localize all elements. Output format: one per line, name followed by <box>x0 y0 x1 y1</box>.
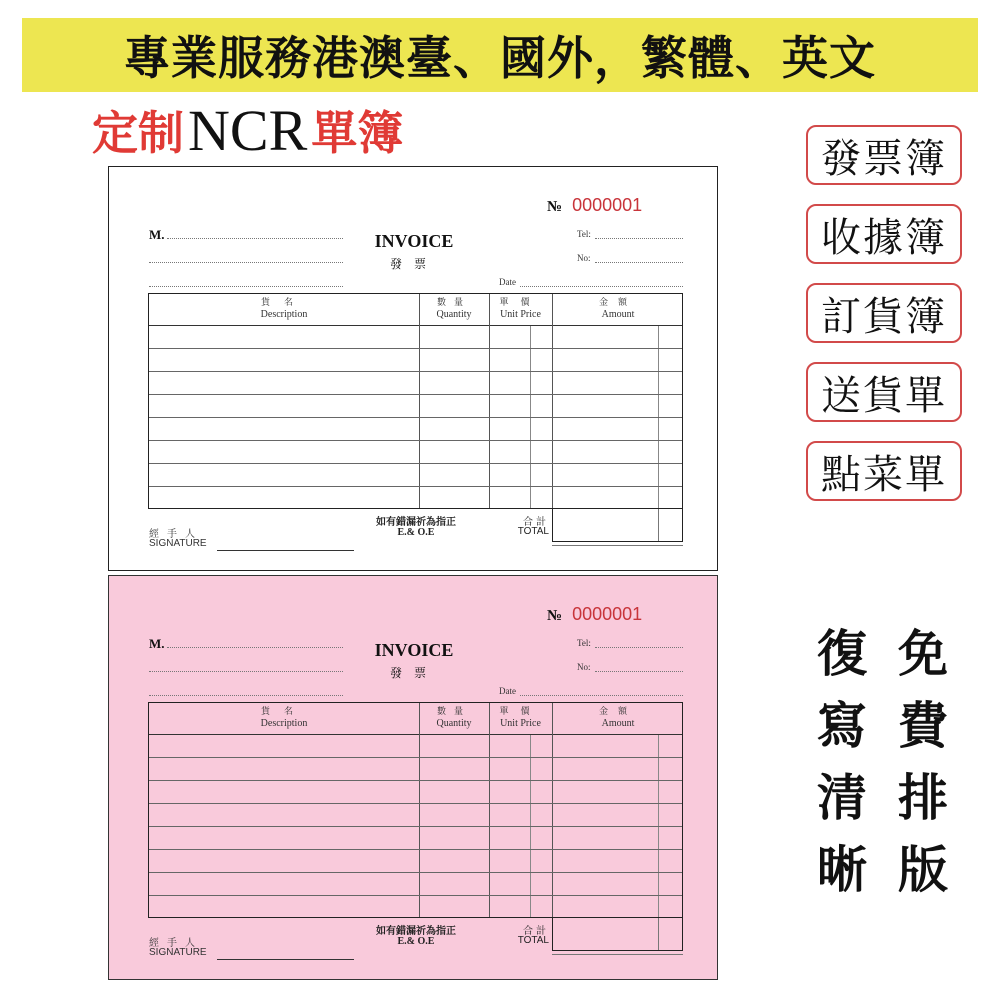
slogan-char: 晰 <box>817 840 867 899</box>
invoice-number-value: 0000001 <box>572 195 643 215</box>
total-underline <box>552 545 683 546</box>
errors-omissions-en: E.& O.E <box>397 527 435 538</box>
table-row <box>149 487 682 510</box>
invoice-title-zh: 發票 <box>389 666 438 680</box>
table-row <box>149 372 682 395</box>
table-row <box>149 418 682 441</box>
errors-omissions-zh: 如有錯漏祈為指正 <box>376 926 456 937</box>
table-row <box>149 349 682 372</box>
invoice-form-pink <box>108 575 718 980</box>
col-amount: 金額 Amount <box>598 298 637 320</box>
number-sign: № <box>547 199 563 215</box>
table-row <box>149 873 682 896</box>
phone-no-label: No: <box>577 662 591 672</box>
items-table <box>148 293 683 509</box>
table-row <box>149 758 682 781</box>
invoice-title: INVOICE <box>374 231 454 251</box>
slogan-char: 版 <box>898 840 948 899</box>
table-row <box>149 804 682 827</box>
total-label-en: TOTAL <box>517 935 549 946</box>
table-row <box>149 395 682 418</box>
signature-line <box>217 959 354 960</box>
customer-line-3 <box>149 286 343 287</box>
customer-line-2 <box>149 262 343 263</box>
slogan-char: 排 <box>898 768 948 827</box>
slogan-clear-copy <box>812 618 872 906</box>
slogan-free-layout <box>893 618 953 906</box>
date-label: Date <box>499 686 516 696</box>
total-field <box>552 509 683 542</box>
subtitle-ncr: NCR <box>188 97 308 163</box>
table-row <box>149 896 682 919</box>
phone-no-line <box>595 671 683 672</box>
customer-line-1 <box>167 238 343 239</box>
invoice-number <box>547 604 642 625</box>
tag-invoice-book: 發票簿 <box>806 125 962 185</box>
date-line <box>520 695 683 696</box>
invoice-title: INVOICE <box>374 640 454 660</box>
slogan-char: 費 <box>898 696 948 755</box>
total-field <box>552 918 683 951</box>
tel-label: Tel: <box>577 638 591 648</box>
product-tag-list <box>806 125 966 520</box>
errors-omissions-en: E.& O.E <box>397 936 435 947</box>
tel-line <box>595 647 683 648</box>
customer-label: M. <box>149 227 165 242</box>
table-row <box>149 441 682 464</box>
number-sign: № <box>547 608 563 624</box>
invoice-number <box>547 195 642 216</box>
slogan-char: 復 <box>817 624 867 683</box>
product-subtitle <box>92 98 403 162</box>
date-line <box>520 286 683 287</box>
col-description: 貨名 Description <box>260 298 308 320</box>
table-row <box>149 735 682 758</box>
col-amount: 金額 Amount <box>598 707 637 729</box>
slogan-char: 清 <box>817 768 867 827</box>
tag-menu-order: 點菜單 <box>806 441 962 501</box>
col-description: 貨名 Description <box>260 707 308 729</box>
errors-omissions-zh: 如有錯漏祈為指正 <box>376 517 456 528</box>
total-label-en: TOTAL <box>517 526 549 537</box>
table-header <box>149 703 682 735</box>
total-underline <box>552 954 683 955</box>
col-unit-price: 單價 Unit Price <box>499 707 542 729</box>
total-label-zh: 合計 <box>523 517 549 528</box>
slogan-char: 寫 <box>817 696 867 755</box>
customer-line-1 <box>167 647 343 648</box>
signature-line <box>217 550 354 551</box>
tag-order-book: 訂貨簿 <box>806 283 962 343</box>
col-quantity: 數量 Quantity <box>436 707 472 729</box>
signature-label-en: SIGNATURE <box>149 947 207 958</box>
slogan-char: 免 <box>898 624 948 683</box>
tag-receipt-book: 收據簿 <box>806 204 962 264</box>
tel-line <box>595 238 683 239</box>
phone-no-line <box>595 262 683 263</box>
items-table <box>148 702 683 918</box>
table-row <box>149 850 682 873</box>
customer-line-2 <box>149 671 343 672</box>
col-quantity: 數量 Quantity <box>436 298 472 320</box>
table-row <box>149 464 682 487</box>
subtitle-custom: 定制 <box>92 106 184 160</box>
total-label-zh: 合計 <box>523 926 549 937</box>
date-label: Date <box>499 277 516 287</box>
tag-delivery-note: 送貨單 <box>806 362 962 422</box>
table-row <box>149 781 682 804</box>
customer-line-3 <box>149 695 343 696</box>
signature-label-zh: 經手人 <box>149 529 203 540</box>
tel-label: Tel: <box>577 229 591 239</box>
subtitle-book: 單簿 <box>311 106 404 160</box>
invoice-form-white <box>108 166 718 571</box>
table-header <box>149 294 682 326</box>
signature-label-en: SIGNATURE <box>149 538 207 549</box>
table-row <box>149 326 682 349</box>
invoice-number-value: 0000001 <box>572 604 643 624</box>
invoice-title-zh: 發票 <box>389 257 438 271</box>
customer-label: M. <box>149 636 165 651</box>
header-banner: 專業服務港澳臺、國外，繁體、英文 <box>22 18 978 92</box>
col-unit-price: 單價 Unit Price <box>499 298 542 320</box>
table-row <box>149 827 682 850</box>
phone-no-label: No: <box>577 253 591 263</box>
signature-label-zh: 經手人 <box>149 938 203 949</box>
